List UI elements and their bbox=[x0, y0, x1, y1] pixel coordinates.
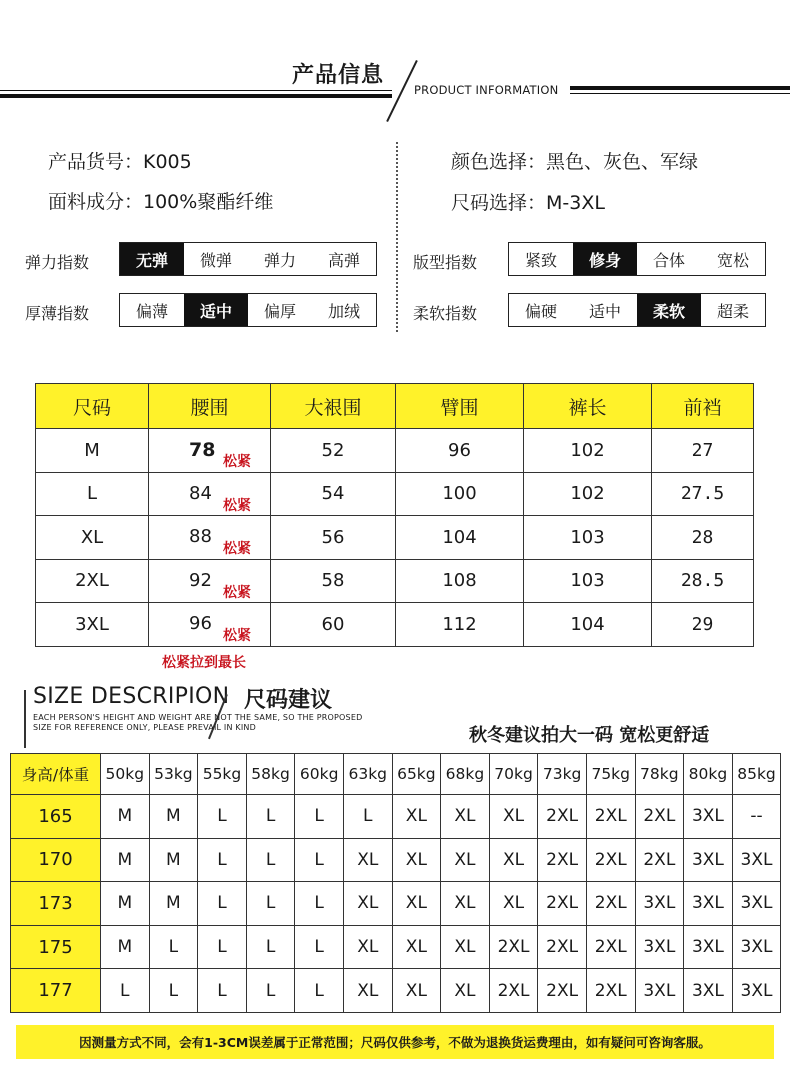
size-cell: XL bbox=[489, 795, 538, 839]
size-cell: 3XL bbox=[635, 925, 684, 969]
thigh-cell: 54 bbox=[271, 472, 396, 516]
elasticity-option: 弹力 bbox=[263, 250, 296, 270]
size-measurement-table bbox=[35, 383, 754, 647]
size-cell: L bbox=[246, 838, 295, 882]
size-cell: 2XL bbox=[635, 795, 684, 839]
page-title: 产品信息 bbox=[292, 63, 385, 88]
size-cell: M bbox=[101, 925, 150, 969]
size-cell: XL bbox=[36, 516, 149, 560]
thickness-scale bbox=[119, 293, 377, 327]
size-cell: M bbox=[149, 882, 198, 926]
weight-header: 60kg bbox=[295, 754, 344, 795]
size-disclaimer-line: EACH PERSON'S HEIGHT AND WEIGHT ARE NOT THE SAME, SO THE PROPOSED bbox=[33, 713, 363, 722]
size-cell: 3XL bbox=[732, 925, 781, 969]
size-cell: 2XL bbox=[538, 925, 587, 969]
height-cell: 175 bbox=[11, 925, 101, 969]
size-cell: 3XL bbox=[684, 882, 733, 926]
height-weight-corner: 身高/体重 bbox=[11, 754, 101, 795]
size-cell: XL bbox=[343, 969, 392, 1013]
waist-value: 96 bbox=[189, 613, 212, 634]
waist-cell bbox=[149, 516, 271, 560]
size-cell: XL bbox=[392, 795, 441, 839]
size-advice-title: 尺码建议 bbox=[244, 688, 333, 713]
elastic-tag: 松紧 bbox=[223, 497, 251, 514]
length-cell: 104 bbox=[524, 603, 652, 647]
waist-value: 88 bbox=[189, 526, 212, 547]
size-cell: 3XL bbox=[732, 838, 781, 882]
table-row bbox=[36, 516, 754, 560]
disclaimer-text: 因测量方式不同，会有1-3CM误差属于正常范围；尺码仅供参考，不做为退换货运费理由，如有疑问可咨询客服。 bbox=[79, 1035, 711, 1050]
elasticity-option: 无弹 bbox=[120, 243, 184, 275]
table-row bbox=[11, 882, 781, 926]
size-cell: XL bbox=[392, 925, 441, 969]
elasticity-scale bbox=[119, 242, 377, 276]
size-recommendation-table bbox=[10, 753, 781, 1013]
table-row bbox=[36, 559, 754, 603]
size-cell: 2XL bbox=[586, 882, 635, 926]
size-cell: XL bbox=[392, 882, 441, 926]
size-cell: L bbox=[149, 969, 198, 1013]
rise-cell: 27 bbox=[652, 429, 754, 473]
size-cell: L bbox=[149, 925, 198, 969]
size-cell: 2XL bbox=[36, 559, 149, 603]
page-subtitle: PRODUCT INFORMATION bbox=[414, 83, 559, 97]
elasticity-option: 高弹 bbox=[327, 250, 360, 270]
elastic-tag: 松紧 bbox=[223, 454, 251, 470]
size-cell: -- bbox=[732, 795, 781, 839]
size-cell: M bbox=[149, 838, 198, 882]
thigh-cell: 56 bbox=[271, 516, 396, 560]
disclaimer-banner bbox=[16, 1025, 774, 1059]
size-cell: L bbox=[198, 925, 247, 969]
size-cell: L bbox=[36, 472, 149, 516]
size-cell: 3XL bbox=[732, 882, 781, 926]
size-cell: XL bbox=[489, 882, 538, 926]
weight-header: 65kg bbox=[392, 754, 441, 795]
softness-option: 柔软 bbox=[637, 294, 701, 326]
height-cell: 177 bbox=[11, 969, 101, 1013]
size-cell: L bbox=[295, 925, 344, 969]
elasticity-label: 弹力指数 bbox=[25, 253, 90, 272]
length-cell: 103 bbox=[524, 559, 652, 603]
size-cell: 2XL bbox=[489, 969, 538, 1013]
column-header: 前裆 bbox=[652, 384, 754, 429]
size-table-header-row bbox=[36, 384, 754, 429]
size-cell: M bbox=[149, 795, 198, 839]
size-cell: L bbox=[246, 795, 295, 839]
weight-header: 80kg bbox=[684, 754, 733, 795]
thickness-label: 厚薄指数 bbox=[25, 304, 90, 323]
size-cell: L bbox=[101, 969, 150, 1013]
size-cell: XL bbox=[392, 838, 441, 882]
size-cell: M bbox=[36, 429, 149, 473]
size-cell: 2XL bbox=[538, 882, 587, 926]
size-cell: XL bbox=[343, 882, 392, 926]
size-cell: 2XL bbox=[489, 925, 538, 969]
size-cell: 3XL bbox=[36, 603, 149, 647]
column-header: 腰围 bbox=[149, 384, 271, 429]
size-cell: 3XL bbox=[684, 969, 733, 1013]
elastic-tag: 松紧 bbox=[223, 541, 251, 557]
waist-value: 78 bbox=[189, 439, 216, 461]
size-cell: 2XL bbox=[586, 795, 635, 839]
table-row bbox=[36, 603, 754, 647]
waist-cell bbox=[149, 603, 271, 647]
header-rule-thin-right bbox=[570, 93, 790, 94]
rise-cell: 28 bbox=[652, 516, 754, 560]
fit-option: 紧致 bbox=[524, 250, 557, 270]
table-row bbox=[36, 429, 754, 473]
weight-header: 68kg bbox=[441, 754, 490, 795]
thigh-cell: 60 bbox=[271, 603, 396, 647]
waist-cell bbox=[149, 472, 271, 516]
size-cell: M bbox=[101, 882, 150, 926]
size-cell: 2XL bbox=[538, 838, 587, 882]
size-cell: L bbox=[198, 969, 247, 1013]
thigh-cell: 52 bbox=[271, 429, 396, 473]
item-number: 产品货号：K005 bbox=[48, 151, 192, 173]
hip-cell: 100 bbox=[396, 472, 524, 516]
softness-option: 适中 bbox=[588, 301, 621, 321]
elastic-tag: 松紧 bbox=[223, 584, 251, 601]
size-cell: M bbox=[101, 795, 150, 839]
softness-scale bbox=[508, 293, 766, 327]
size-description-title: SIZE DESCRIPION bbox=[33, 684, 230, 709]
weight-header: 58kg bbox=[246, 754, 295, 795]
size-cell: M bbox=[101, 838, 150, 882]
table-row bbox=[11, 838, 781, 882]
weight-header: 73kg bbox=[538, 754, 587, 795]
color-options: 颜色选择：黑色、灰色、军绿 bbox=[451, 151, 699, 173]
size-cell: 2XL bbox=[635, 838, 684, 882]
size-cell: L bbox=[198, 882, 247, 926]
softness-label: 柔软指数 bbox=[413, 304, 478, 323]
size-cell: L bbox=[295, 838, 344, 882]
size-cell: 2XL bbox=[586, 925, 635, 969]
length-cell: 102 bbox=[524, 429, 652, 473]
table-row bbox=[11, 925, 781, 969]
size-disclaimer-line: SIZE FOR REFERENCE ONLY, PLEASE PREVAIL IN KIND bbox=[33, 723, 256, 732]
size-up-tip: 秋冬建议拍大一码 宽松更舒适 bbox=[469, 725, 710, 746]
weight-header: 63kg bbox=[343, 754, 392, 795]
elastic-tag: 松紧 bbox=[223, 628, 251, 644]
waist-value: 92 bbox=[189, 569, 212, 591]
size-cell: L bbox=[246, 925, 295, 969]
size-cell: XL bbox=[343, 838, 392, 882]
header-rule-thick-left bbox=[0, 94, 392, 98]
hip-cell: 96 bbox=[396, 429, 524, 473]
hip-cell: 108 bbox=[396, 559, 524, 603]
thickness-option: 偏厚 bbox=[263, 301, 296, 321]
size-cell: L bbox=[295, 795, 344, 839]
thickness-option: 适中 bbox=[184, 294, 248, 326]
size-cell: XL bbox=[441, 925, 490, 969]
weight-header: 78kg bbox=[635, 754, 684, 795]
size-cell: XL bbox=[392, 969, 441, 1013]
weight-header: 70kg bbox=[489, 754, 538, 795]
section-header bbox=[0, 0, 790, 130]
weight-header: 50kg bbox=[101, 754, 150, 795]
hip-cell: 104 bbox=[396, 516, 524, 560]
length-cell: 103 bbox=[524, 516, 652, 560]
height-cell: 165 bbox=[11, 795, 101, 839]
thickness-option: 加绒 bbox=[327, 301, 360, 321]
length-cell: 102 bbox=[524, 472, 652, 516]
header-rule-thick-right bbox=[570, 86, 790, 90]
size-cell: XL bbox=[441, 795, 490, 839]
fit-option: 合体 bbox=[652, 250, 685, 270]
size-cell: XL bbox=[441, 969, 490, 1013]
size-cell: L bbox=[295, 969, 344, 1013]
hip-cell: 112 bbox=[396, 603, 524, 647]
size-range: 尺码选择：M-3XL bbox=[451, 192, 605, 214]
size-cell: XL bbox=[441, 838, 490, 882]
size-cell: L bbox=[295, 882, 344, 926]
size-cell: 3XL bbox=[684, 795, 733, 839]
size-cell: L bbox=[246, 882, 295, 926]
column-header: 臂围 bbox=[396, 384, 524, 429]
fit-scale bbox=[508, 242, 766, 276]
size-cell: XL bbox=[489, 838, 538, 882]
weight-header: 75kg bbox=[586, 754, 635, 795]
dotted-divider bbox=[396, 142, 398, 332]
fit-label: 版型指数 bbox=[413, 253, 478, 272]
size-cell: 2XL bbox=[586, 838, 635, 882]
weight-header: 55kg bbox=[198, 754, 247, 795]
size-cell: L bbox=[246, 969, 295, 1013]
fit-option: 修身 bbox=[573, 243, 637, 275]
table-row bbox=[11, 969, 781, 1013]
rise-cell: 27.5 bbox=[652, 472, 754, 516]
size-cell: 3XL bbox=[635, 882, 684, 926]
weight-header: 53kg bbox=[149, 754, 198, 795]
height-cell: 170 bbox=[11, 838, 101, 882]
size-cell: XL bbox=[441, 882, 490, 926]
weight-header-row bbox=[11, 754, 781, 795]
material-composition: 面料成分：100%聚酯纤维 bbox=[48, 191, 274, 213]
weight-header: 85kg bbox=[732, 754, 781, 795]
table-row bbox=[11, 795, 781, 839]
softness-option: 偏硬 bbox=[524, 301, 557, 321]
size-cell: L bbox=[198, 795, 247, 839]
size-cell: 2XL bbox=[538, 795, 587, 839]
size-cell: 3XL bbox=[635, 969, 684, 1013]
table-row bbox=[36, 472, 754, 516]
column-header: 尺码 bbox=[36, 384, 149, 429]
size-cell: 3XL bbox=[732, 969, 781, 1013]
waist-value: 84 bbox=[189, 482, 212, 504]
waist-cell bbox=[149, 429, 271, 473]
size-cell: 3XL bbox=[684, 838, 733, 882]
size-cell: L bbox=[198, 838, 247, 882]
column-header: 裤长 bbox=[524, 384, 652, 429]
thigh-cell: 58 bbox=[271, 559, 396, 603]
waist-cell bbox=[149, 559, 271, 603]
softness-option: 超柔 bbox=[716, 301, 749, 321]
fit-option: 宽松 bbox=[716, 250, 749, 270]
elasticity-option: 微弹 bbox=[199, 250, 232, 270]
size-cell: 2XL bbox=[538, 969, 587, 1013]
thickness-option: 偏薄 bbox=[135, 301, 168, 321]
size-cell: 2XL bbox=[586, 969, 635, 1013]
column-header: 大裉围 bbox=[271, 384, 396, 429]
size-cell: L bbox=[343, 795, 392, 839]
rise-cell: 29 bbox=[652, 603, 754, 647]
height-cell: 173 bbox=[11, 882, 101, 926]
elastic-measure-note: 松紧拉到最长 bbox=[162, 655, 246, 671]
size-cell: XL bbox=[343, 925, 392, 969]
header-rule-thin-left bbox=[0, 90, 392, 91]
rise-cell: 28.5 bbox=[652, 559, 754, 603]
size-cell: 3XL bbox=[684, 925, 733, 969]
